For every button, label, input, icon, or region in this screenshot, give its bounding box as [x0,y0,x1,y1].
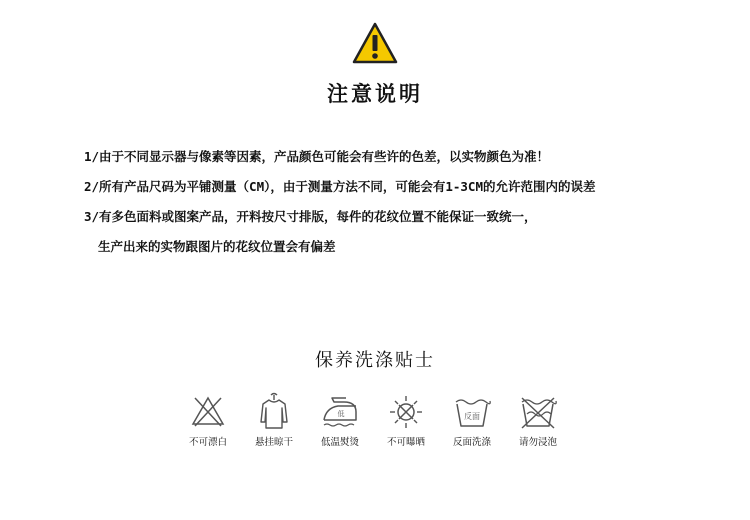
iron-symbol-text: 低 [337,410,345,418]
care-item-no-bleach [176,392,240,448]
care-item-hang-dry [242,392,306,448]
wash-symbol-text: 反面 [464,412,480,421]
notice-line: 3/有多色面料或图案产品，开料按尺寸排版，每件的花纹位置不能保证一致统一， [84,209,537,224]
care-label: 不可曝晒 [386,437,425,448]
care-title: 保养洗涤贴士 [315,350,435,371]
notice-line: 1/由于不同显示器与像素等因素，产品颜色可能会有些许的色差，以实物颜色为准！ [84,149,550,164]
no-sun-dry-icon [386,392,426,432]
no-soak-icon [518,392,558,432]
notice-line: 生产出来的实物跟图片的花纹位置会有偏差 [98,239,336,254]
notice-list [84,148,724,268]
low-iron-icon [320,392,360,432]
care-item-no-soak [506,392,570,448]
hang-dry-icon [254,392,294,432]
care-label: 悬挂晾干 [254,437,293,448]
notice-title: 注意说明 [327,82,423,106]
care-label: 反面洗涤 [452,437,491,448]
notice-line: 2/所有产品尺码为平铺测量（CM），由于测量方法不同，可能会有1-3CM的允许范围内的误差 [84,179,596,194]
care-item-no-sun-dry [374,392,438,448]
care-item-wash-inside-out [440,392,504,448]
care-label: 低温熨烫 [320,437,359,448]
wash-inside-out-icon [452,392,492,432]
care-item-low-iron [308,392,372,448]
care-icon-row [176,392,556,452]
warning-icon [352,22,398,64]
care-label: 不可漂白 [188,437,227,448]
care-label: 请勿浸泡 [518,437,557,448]
no-bleach-icon [188,392,228,432]
